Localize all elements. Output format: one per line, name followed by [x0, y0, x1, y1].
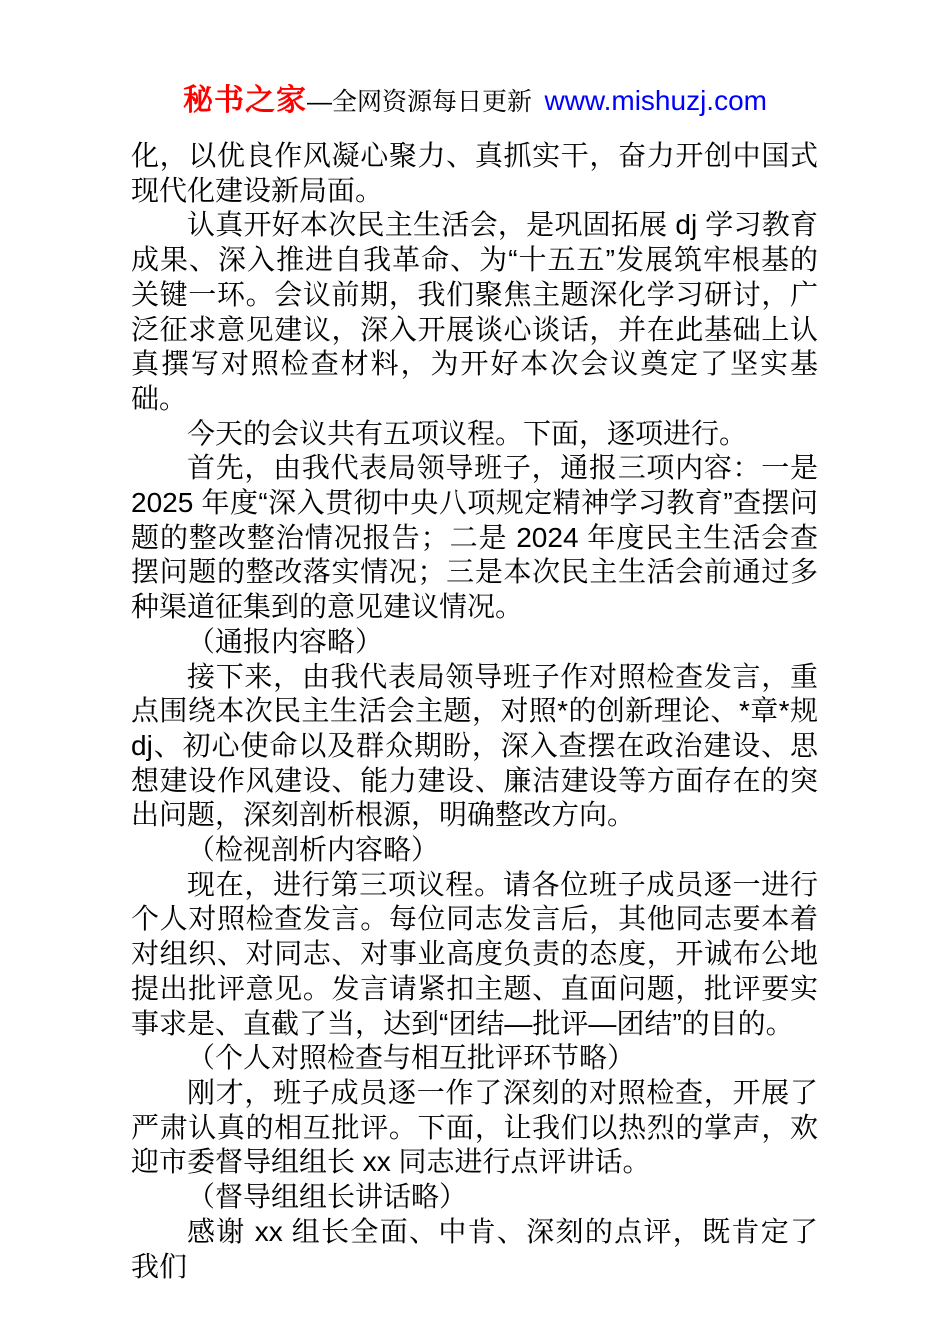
brand-separator: —: [307, 88, 333, 116]
paragraph: 首先，由我代表局领导班子，通报三项内容：一是 2025 年度“深入贯彻中央八项规定精神学习教育”查摆问题的整改整治情况报告；二是 2024 年度民主生活会查摆问题的整改落实情况；三是本次民主生活会前通过多种渠道征集到的意见建议情况。: [131, 452, 818, 623]
document-body: [131, 139, 818, 1284]
paragraph: （督导组组长讲话略）: [187, 1181, 468, 1213]
paragraph: （通报内容略）: [187, 625, 384, 657]
paragraph: 化，以优良作风凝心聚力、真抓实干，奋力开创中国式现代化建设新局面。: [131, 140, 818, 206]
paragraph: 今天的会议共有五项议程。下面，逐项进行。: [187, 417, 748, 449]
site-url-link[interactable]: www.mishuzj.com: [544, 85, 767, 116]
site-header: [0, 84, 950, 123]
site-brand: 秘书之家: [183, 84, 308, 117]
paragraph: 感谢 xx 组长全面、中肯、深刻的点评，既肯定了我们: [131, 1215, 818, 1282]
paragraph: （个人对照检查与相互批评环节略）: [187, 1042, 636, 1074]
paragraph: （检视剖析内容略）: [187, 834, 440, 866]
paragraph: 认真开好本次民主生活会，是巩固拓展 dj 学习教育成果、深入推进自我革命、为“十五五”发展筑牢根基的关键一环。会议前期，我们聚焦主题深化学习研讨，广泛征求意见建议，深入开展谈心谈话，并在此基础上认真撰写对照检查材料，为开好本次会议奠定了坚实基础。: [131, 209, 818, 414]
site-tagline: 全网资源每日更新: [332, 88, 533, 116]
paragraph: 现在，进行第三项议程。请各位班子成员逐一进行个人对照检查发言。每位同志发言后，其他同志要本着对组织、对同志、对事业高度负责的态度，开诚布公地提出批评意见。发言请紧扣主题、直面问题，批评要实事求是、直截了当，达到“团结—批评—团结”的目的。: [131, 868, 818, 1039]
paragraph: 刚才，班子成员逐一作了深刻的对照检查，开展了严肃认真的相互批评。下面，让我们以热烈的掌声，欢迎市委督导组组长 xx 同志进行点评讲话。: [131, 1076, 818, 1178]
paragraph: 接下来，由我代表局领导班子作对照检查发言，重点围绕本次民主生活会主题，对照*的创新理论、*章*规 dj、初心使命以及群众期盼，深入查摆在政治建设、思想建设作风建设、能力建设、廉洁建设等方面存在的突出问题，深刻剖析根源，明确整改方向。: [131, 660, 818, 831]
